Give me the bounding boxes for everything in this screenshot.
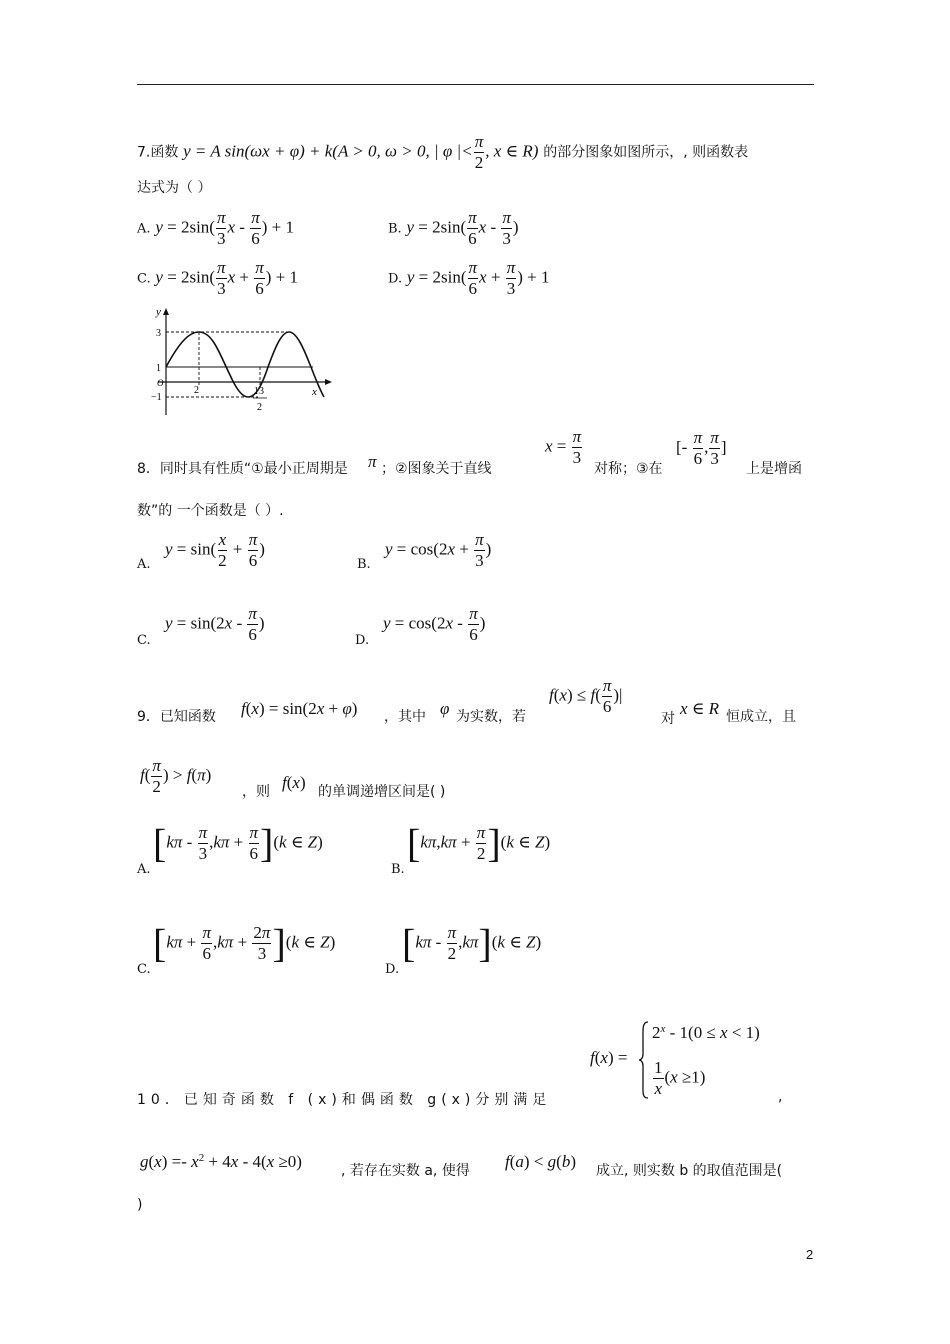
q8-pi: π [368,452,377,471]
q7-option-c: C. y = 2sin( $\frac{\pi}{3}$ x + $\frac{\pi}{6}$ ) + 1 [137,258,298,298]
q7-fraction: $\frac{\pi}{2}$ [474,132,484,172]
q9-domain: x ∈ R [680,699,720,718]
q9-option-c: [kπ + $\frac{\pi}{6}$ ,kπ + $\frac{2\pi}{3}$ ](k ∈ Z) [153,920,336,966]
header-rule [137,84,814,85]
q9-condition: f( $\frac{\pi}{2}$ ) > f(π) [140,756,212,796]
q9-option-a-label: A. [137,862,151,877]
q10-case-1: 2$^x$ - 1(0 ≤ x < 1) [652,1023,760,1042]
q8-option-d: y = cos(2x - $\frac{\pi}{6}$ ) [383,604,486,644]
q9-option-c-label: C. [137,962,151,977]
q10-text1: 10．已知奇函数 f (x)和偶函数 g(x)分别满足 [137,1092,552,1108]
q8-text1: 8．同时具有性质“①最小正周期是 [137,461,348,477]
q8-option-c: y = sin(2x - $\frac{\pi}{6}$ ) [165,604,265,644]
tick-2: 2 [194,385,199,396]
q9-text3: 对 [661,711,675,727]
q9-option-b-label: B. [391,862,405,877]
origin-label: O [157,378,164,388]
question-7-stem [137,132,748,173]
q8-line-eq: x = $\frac{\pi}{3}$ [545,427,582,467]
q9-inequality: f(x) ≤ f( $\frac{\pi}{6}$ )| [549,676,623,716]
q10-condition: f(a) < g(b) [505,1152,576,1171]
q7-sine-graph [148,305,338,420]
q9-text2: 为实数，若 [456,709,526,725]
q10-fx-label: f(x) = [590,1048,628,1067]
q7-text: 的部分图象如图所示，, 则函数表 [543,144,749,161]
q10-piecewise-brace [638,1020,648,1100]
q9-text4: 恒成立，且 [726,709,796,725]
q10-case-2: $\frac{1}{x}$ (x ≥1) [654,1058,706,1098]
q8-option-c-label: C. [137,633,151,648]
q9-text5: ，则 [242,784,270,800]
q7-equation: y = A sin(ωx + φ) + k(A > 0, ω > 0, | φ |< [183,141,473,161]
tick-13-denominator: 2 [257,402,262,413]
q8-line2: 数”的 一个函数是（ ）. [137,503,284,519]
q8-text4: 上是增函 [746,461,802,477]
q9-option-d: [kπ - $\frac{\pi}{2}$ ,kπ](k ∈ Z) [402,920,542,966]
q9-phi: φ [440,699,450,718]
q9-option-b: [kπ,kπ + $\frac{\pi}{2}$ ](k ∈ Z) [407,820,551,866]
q9-option-d-label: D. [385,962,400,977]
q10-comma: , [778,1089,783,1105]
x-axis-label: x [312,386,317,398]
q7-equation-tail: , x ∈ R) [485,141,539,161]
q10-text2: , 若存在实数 a, 使得 [341,1163,470,1179]
q7-prefix: 7.函数 [137,144,179,161]
tick-1: 1 [156,363,161,374]
q8-text3: 对称；③在 [594,461,663,477]
q7-option-b: B. y = 2sin( $\frac{\pi}{6}$ x - $\frac{\pi}{3}$ ) [388,208,519,248]
q9-prefix: 9．已知函数 [137,709,216,725]
q8-option-d-label: D. [355,633,370,648]
q9-text1: ，其中 [384,709,426,725]
y-axis-label: y [156,306,161,318]
q10-text3: 成立, 则实数 b 的取值范围是( [596,1163,783,1179]
tick-3: 3 [156,328,161,339]
q8-option-b: y = cos(2x + $\frac{\pi}{3}$ ) [385,530,492,570]
q9-function: f(x) = sin(2x + φ) [241,699,358,718]
q7-option-d: D. y = 2sin( $\frac{\pi}{6}$ x + $\frac{\pi}{3}$ ) + 1 [388,258,550,298]
q8-option-a-label: A. [137,557,151,572]
q9-text6: 的单调递增区间是( ) [318,784,446,800]
q8-text2: ；②图象关于直线 [381,461,492,477]
q7-option-a: A. y = 2sin( $\frac{\pi}{3}$ x - $\frac{\pi}{6}$ ) + 1 [137,208,294,248]
q9-option-a: [kπ - $\frac{\pi}{3}$ ,kπ + $\frac{\pi}{6}$ ](k ∈ Z) [153,820,323,866]
q7-line2: 达式为（ ） [137,180,212,196]
q8-option-a: y = sin( $\frac{x}{2}$ + $\frac{\pi}{6}$ ) [165,530,265,570]
q10-close: ) [137,1197,143,1213]
page-number: 2 [806,1247,814,1262]
sine-curve [166,332,324,397]
q8-option-b-label: B. [357,557,371,572]
q9-fx: f(x) [282,773,306,792]
q8-interval: [- $\frac{\pi}{6}$ , $\frac{\pi}{3}$ ] [676,428,727,468]
tick-minus-1: −1 [151,392,162,403]
tick-13: 13 [254,386,264,397]
q10-gx: $g(x) =- x^2 + 4x - 4(x \ge 0)$ [140,1152,302,1171]
